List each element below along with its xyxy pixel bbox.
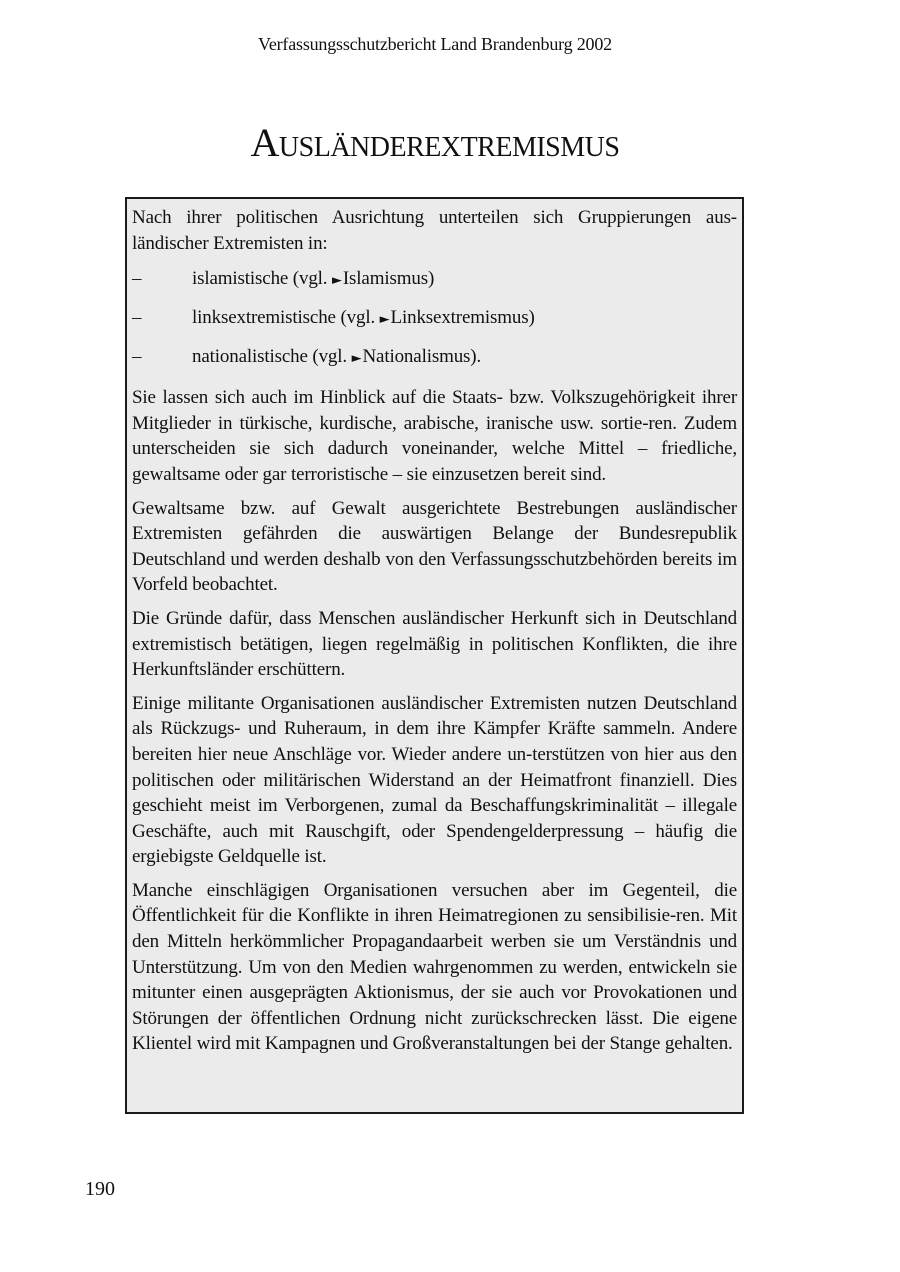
list-item [132,338,737,377]
category-list [132,260,737,377]
arrow-right-icon: ► [332,273,342,289]
dash-marker: – [132,307,142,329]
paragraph-violence: Gewaltsame bzw. auf Gewalt ausgerichtete Bestrebungen ausländischer Extremisten gefährden die auswärtigen Belange der Bundesrepublik Deutschland und werden deshalb von den Verfassungsschutzbehörden bereits im Vorfeld beobachtet. [132,497,737,596]
list-item-text: islamistische (vgl. ►Islamismus) [192,268,435,290]
paragraph-militant: Einige militante Organisationen ausländischer Extremisten nutzen Deutschland als Rückzugs- und Ruheraum, in dem ihre Kämpfer Kräfte sammeln. Andere bereiten hier neue Anschläge vor. Wieder andere un-terstützen von hier aus den politischen oder militärischen Widerstand an der Heimatfront finanziell. Dies geschieht meist im Verborgenen, zumal da Beschaffungskriminalität – illegale Geschäfte, auch mit Rauschgift, oder Spendengelderpressung – häufig die ergiebigste Geldquelle ist. [132,692,737,868]
dash-marker: – [132,346,142,368]
page-number: 190 [85,1178,115,1200]
list-item [132,260,737,299]
cross-reference-link[interactable]: Linksextremismus [390,307,529,329]
running-header: Verfassungsschutzbericht Land Brandenburg 2002 [258,34,612,54]
paragraph-propaganda: Manche einschlägigen Organisationen versuchen aber im Gegenteil, die Öffentlichkeit für die Konflikte in ihren Heimatregionen zu sensibilisie-ren. Mit den Mitteln herkömmlicher Propagandaarbeit werben sie um Verständnis und Unterstützung. Um von den Medien wahrgenommen zu werden, entwickeln sie mitunter einen ausgeprägten Aktionismus, der sie auch vor Provokationen und Störungen der öffentlichen Ordnung nicht zurückschrecken lässt. Die eigene Klientel wird mit Kampagnen und Großveranstaltungen bei der Stange gehalten. [132,879,737,1055]
list-item-text: linksextremistische (vgl. ►Linksextremismus) [192,307,535,329]
arrow-right-icon: ► [379,312,390,328]
box-intro: Nach ihrer politischen Ausrichtung unterteilen sich Gruppierungen aus-ländischer Extremisten in: [132,207,737,254]
cross-reference-link[interactable]: Islamismus [342,268,428,290]
dash-marker: – [132,268,142,290]
paragraph-nationality: Sie lassen sich auch im Hinblick auf die Staats- bzw. Volkszugehörigkeit ihrer Mitglieder in türkische, kurdische, arabische, iranische usw. sortie-ren. Zudem unterscheiden sie sich dadurch voneinander, welche Mittel – friedliche, gewaltsame oder gar terroristische – sie einzusetzen bereit sind. [132,387,737,485]
list-item-text: nationalistische (vgl. ►Nationalismus). [192,346,482,368]
arrow-right-icon: ► [351,351,362,367]
info-box [125,197,744,1114]
cross-reference-link[interactable]: Nationalismus [362,346,471,368]
page-title: Ausländerextremismus [250,120,620,165]
paragraph-reasons: Die Gründe dafür, dass Menschen ausländischer Herkunft sich in Deutschland extremistisch betätigen, liegen regelmäßig in politischen Konflikten, die ihre Herkunftsländer erschüttern. [132,607,737,681]
list-item [132,299,737,338]
